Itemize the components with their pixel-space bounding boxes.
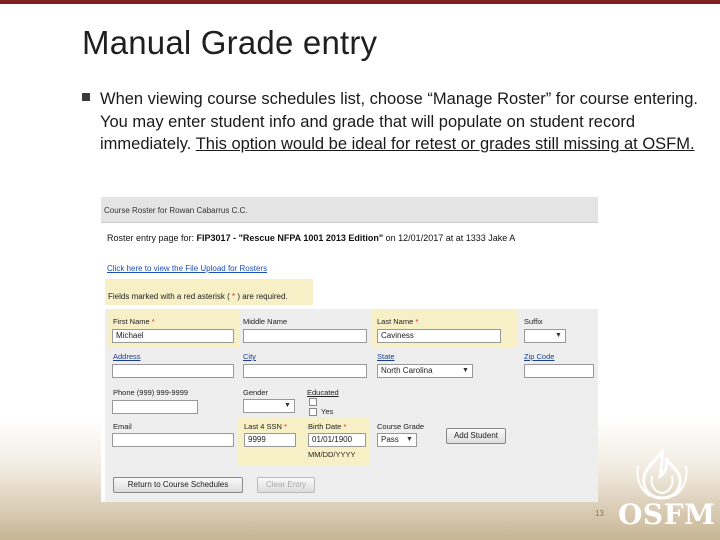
page-number: 13 (595, 509, 604, 518)
birth-date-input[interactable]: 01/01/1900 (308, 433, 366, 447)
bullet-text-plain: When viewing course schedules list, choose “Manage Roster” for course entering. You may enter student info and grade that will populate on student record immediately. (100, 90, 698, 153)
educated-checkbox[interactable] (309, 398, 317, 406)
state-select[interactable] (377, 364, 473, 378)
required-asterisk: * (232, 292, 236, 301)
required-note-prefix: Fields marked with a red asterisk ( (108, 292, 233, 301)
clear-entry-button[interactable]: Clear Entry (257, 477, 315, 493)
birth-date-label: Birth Date * (308, 422, 347, 431)
educated-yes-label: Yes (321, 407, 334, 416)
chevron-down-icon: ▼ (462, 367, 469, 374)
bullet-text (100, 88, 700, 156)
add-student-button[interactable]: Add Student (446, 428, 506, 444)
email-label: Email (113, 422, 132, 431)
address-label: Address (113, 352, 141, 361)
course-grade-select[interactable] (377, 433, 417, 447)
city-label: City (243, 352, 256, 361)
state-selected-value: North Carolina (381, 366, 433, 375)
chevron-down-icon: ▼ (406, 436, 413, 443)
address-input[interactable] (112, 364, 234, 378)
state-label: State (377, 352, 395, 361)
roster-header-bar (101, 197, 598, 223)
phone-label: Phone (999) 999-9999 (113, 388, 189, 397)
chevron-down-icon: ▼ (555, 332, 562, 339)
file-upload-link[interactable]: Click here to view the File Upload for Rosters (107, 264, 268, 273)
bullet-square-icon (82, 93, 90, 101)
email-input[interactable] (112, 433, 234, 447)
required-fields-note (105, 279, 313, 305)
last-name-input[interactable]: Caviness (377, 329, 501, 343)
zip-code-input[interactable] (524, 364, 594, 378)
educated-label: Educated (307, 388, 339, 397)
middle-name-input[interactable] (243, 329, 367, 343)
top-accent-bar (0, 0, 720, 4)
last-name-label: Last Name * (377, 317, 419, 326)
roster-header-title: Course Roster for Rowan Cabarrus C.C. (104, 206, 248, 215)
return-to-course-schedules-button[interactable]: Return to Course Schedules (113, 477, 243, 493)
student-entry-form (105, 309, 598, 502)
slide-title: Manual Grade entry (82, 24, 378, 61)
roster-line-prefix: Roster entry page for: (107, 233, 197, 243)
course-roster-screenshot (101, 197, 598, 502)
ssn-input[interactable]: 9999 (244, 433, 296, 447)
first-name-input[interactable]: Michael (112, 329, 234, 343)
birth-date-format-hint: MM/DD/YYYY (308, 450, 356, 459)
gender-select[interactable] (243, 399, 295, 413)
ssn-label: Last 4 SSN * (244, 422, 287, 431)
bullet-text-underlined: This option would be ideal for retest or grades still missing at OSFM. (195, 135, 695, 153)
course-grade-label: Course Grade (377, 422, 425, 431)
course-grade-value: Pass (381, 435, 399, 444)
osfm-logo-text: OSFM (618, 498, 716, 531)
roster-line-suffix: on 12/01/2017 at at 1333 Jake A (383, 233, 516, 243)
gender-label: Gender (243, 388, 269, 397)
suffix-label: Suffix (524, 317, 543, 326)
first-name-label: First Name * (113, 317, 155, 326)
city-input[interactable] (243, 364, 367, 378)
zip-code-label: Zip Code (524, 352, 555, 361)
suffix-select[interactable] (524, 329, 566, 343)
middle-name-label: Middle Name (243, 317, 288, 326)
phone-input[interactable] (112, 400, 198, 414)
educated-yes-checkbox[interactable] (309, 408, 317, 416)
roster-line-course: FIP3017 - "Rescue NFPA 1001 2013 Edition" (196, 233, 384, 243)
required-note-suffix: ) are required. (235, 292, 288, 301)
chevron-down-icon: ▼ (284, 402, 291, 409)
roster-entry-line (107, 233, 515, 243)
